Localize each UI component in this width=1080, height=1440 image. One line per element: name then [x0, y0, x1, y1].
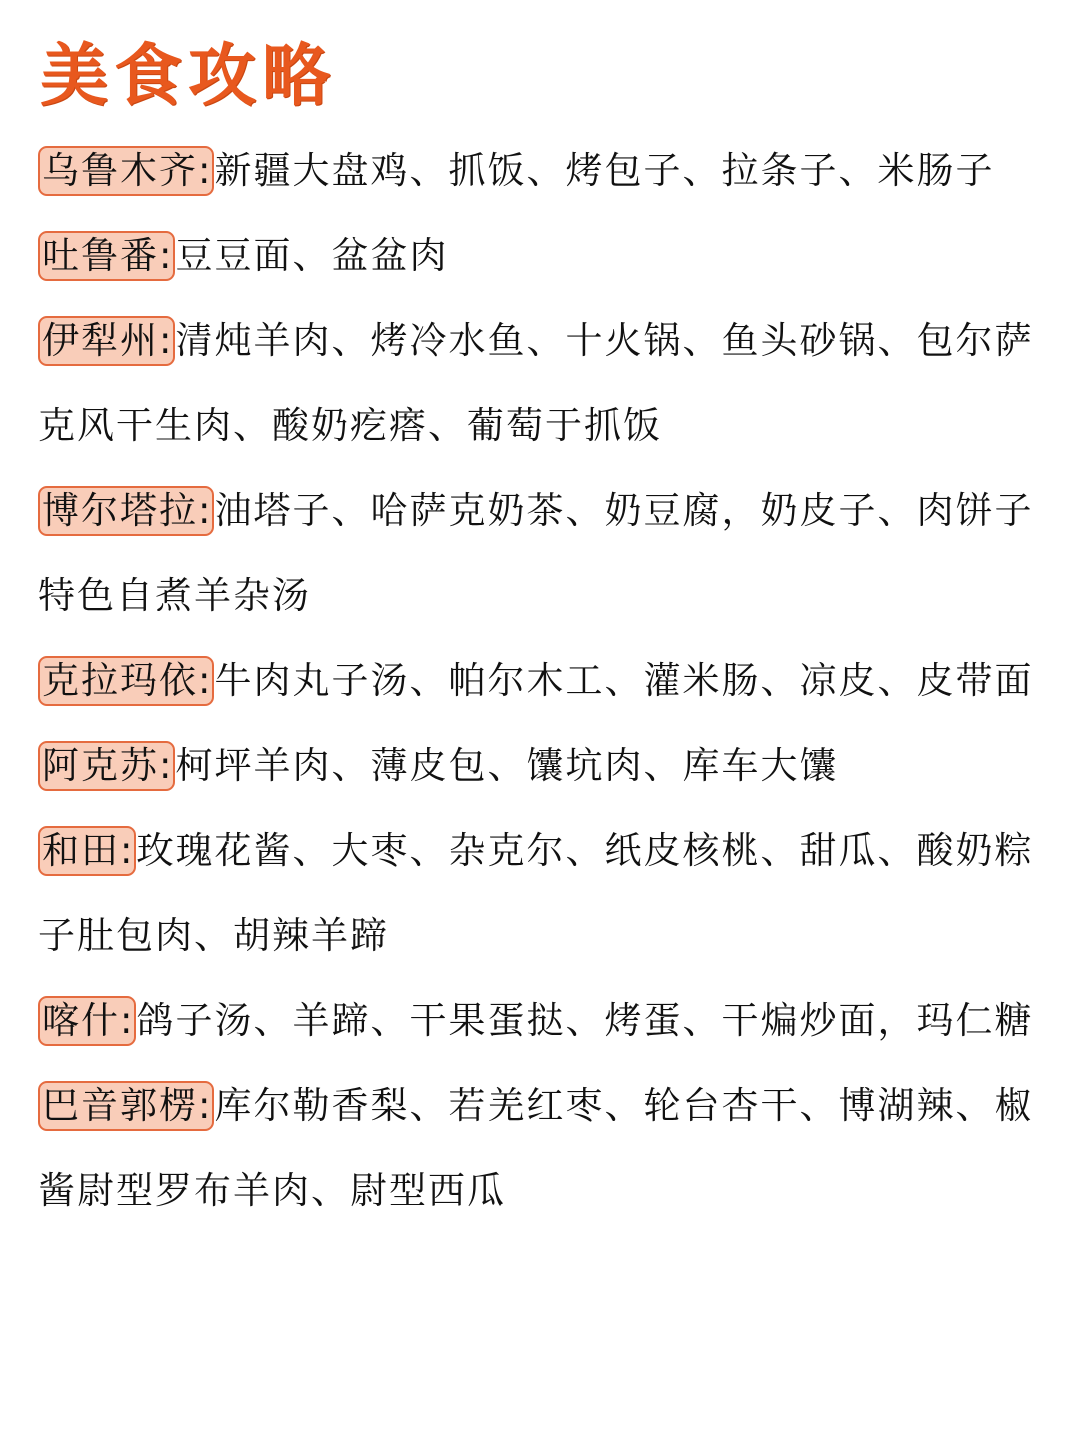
city-tag — [38, 1081, 214, 1131]
city-name: 喀什 — [42, 999, 120, 1042]
city-name: 和田 — [42, 829, 120, 872]
list-item-ili — [38, 298, 1048, 468]
city-colon: : — [159, 744, 172, 787]
city-colon: : — [120, 999, 133, 1042]
city-tag — [38, 316, 175, 366]
city-tag — [38, 741, 175, 791]
city-colon: : — [198, 149, 211, 192]
city-colon: : — [120, 829, 133, 872]
city-name: 克拉玛依 — [42, 659, 198, 702]
city-name: 巴音郭楞 — [42, 1084, 198, 1127]
list-item-urumqi — [38, 128, 1048, 213]
city-tag — [38, 826, 136, 876]
list-item-bayingolin — [38, 1063, 1048, 1233]
city-name: 阿克苏 — [42, 744, 159, 787]
food-list-text: 豆豆面、盆盆肉 — [175, 234, 449, 277]
city-tag — [38, 486, 214, 536]
city-colon: : — [159, 234, 172, 277]
city-name: 伊犁州 — [42, 319, 159, 362]
city-colon: : — [198, 1084, 211, 1127]
page-title: 美食攻略 — [40, 36, 337, 116]
food-list-text: 柯坪羊肉、薄皮包、馕坑肉、库车大馕 — [175, 744, 839, 787]
food-list-text: 库尔勒香梨、若羌红枣、轮台杏干、博湖辣、椒酱尉型罗布羊肉、尉型西瓜 — [38, 1084, 1034, 1212]
food-list-text: 清炖羊肉、烤冷水鱼、十火锅、鱼头砂锅、包尔萨克风干生肉、酸奶疙瘩、葡萄于抓饭 — [38, 319, 1034, 447]
list-item-aksu — [38, 723, 1048, 808]
city-name: 吐鲁番 — [42, 234, 159, 277]
city-tag — [38, 231, 175, 281]
city-name: 博尔塔拉 — [42, 489, 198, 532]
list-item-karamay — [38, 638, 1048, 723]
city-colon: : — [198, 489, 211, 532]
city-tag — [38, 996, 136, 1046]
food-list-text: 新疆大盘鸡、抓饭、烤包子、拉条子、米肠子 — [214, 149, 995, 192]
list-item-hotan — [38, 808, 1048, 978]
food-list-text: 牛肉丸子汤、帕尔木工、灌米肠、凉皮、皮带面 — [214, 659, 1034, 702]
city-tag — [38, 656, 214, 706]
food-list-text: 鸽子汤、羊蹄、干果蛋挞、烤蛋、干煸炒面，玛仁糖 — [136, 999, 1034, 1042]
food-list-text: 玫瑰花酱、大枣、杂克尔、纸皮核桃、甜瓜、酸奶粽子肚包肉、胡辣羊蹄 — [38, 829, 1034, 957]
city-colon: : — [159, 319, 172, 362]
city-tag — [38, 146, 214, 196]
city-name: 乌鲁木齐 — [42, 149, 198, 192]
list-item-bortala — [38, 468, 1048, 638]
list-item-turpan — [38, 213, 1048, 298]
city-colon: : — [198, 659, 211, 702]
food-list-text: 油塔子、哈萨克奶茶、奶豆腐，奶皮子、肉饼子特色自煮羊杂汤 — [38, 489, 1034, 617]
list-item-kashgar — [38, 978, 1048, 1063]
food-list — [38, 128, 1048, 1233]
